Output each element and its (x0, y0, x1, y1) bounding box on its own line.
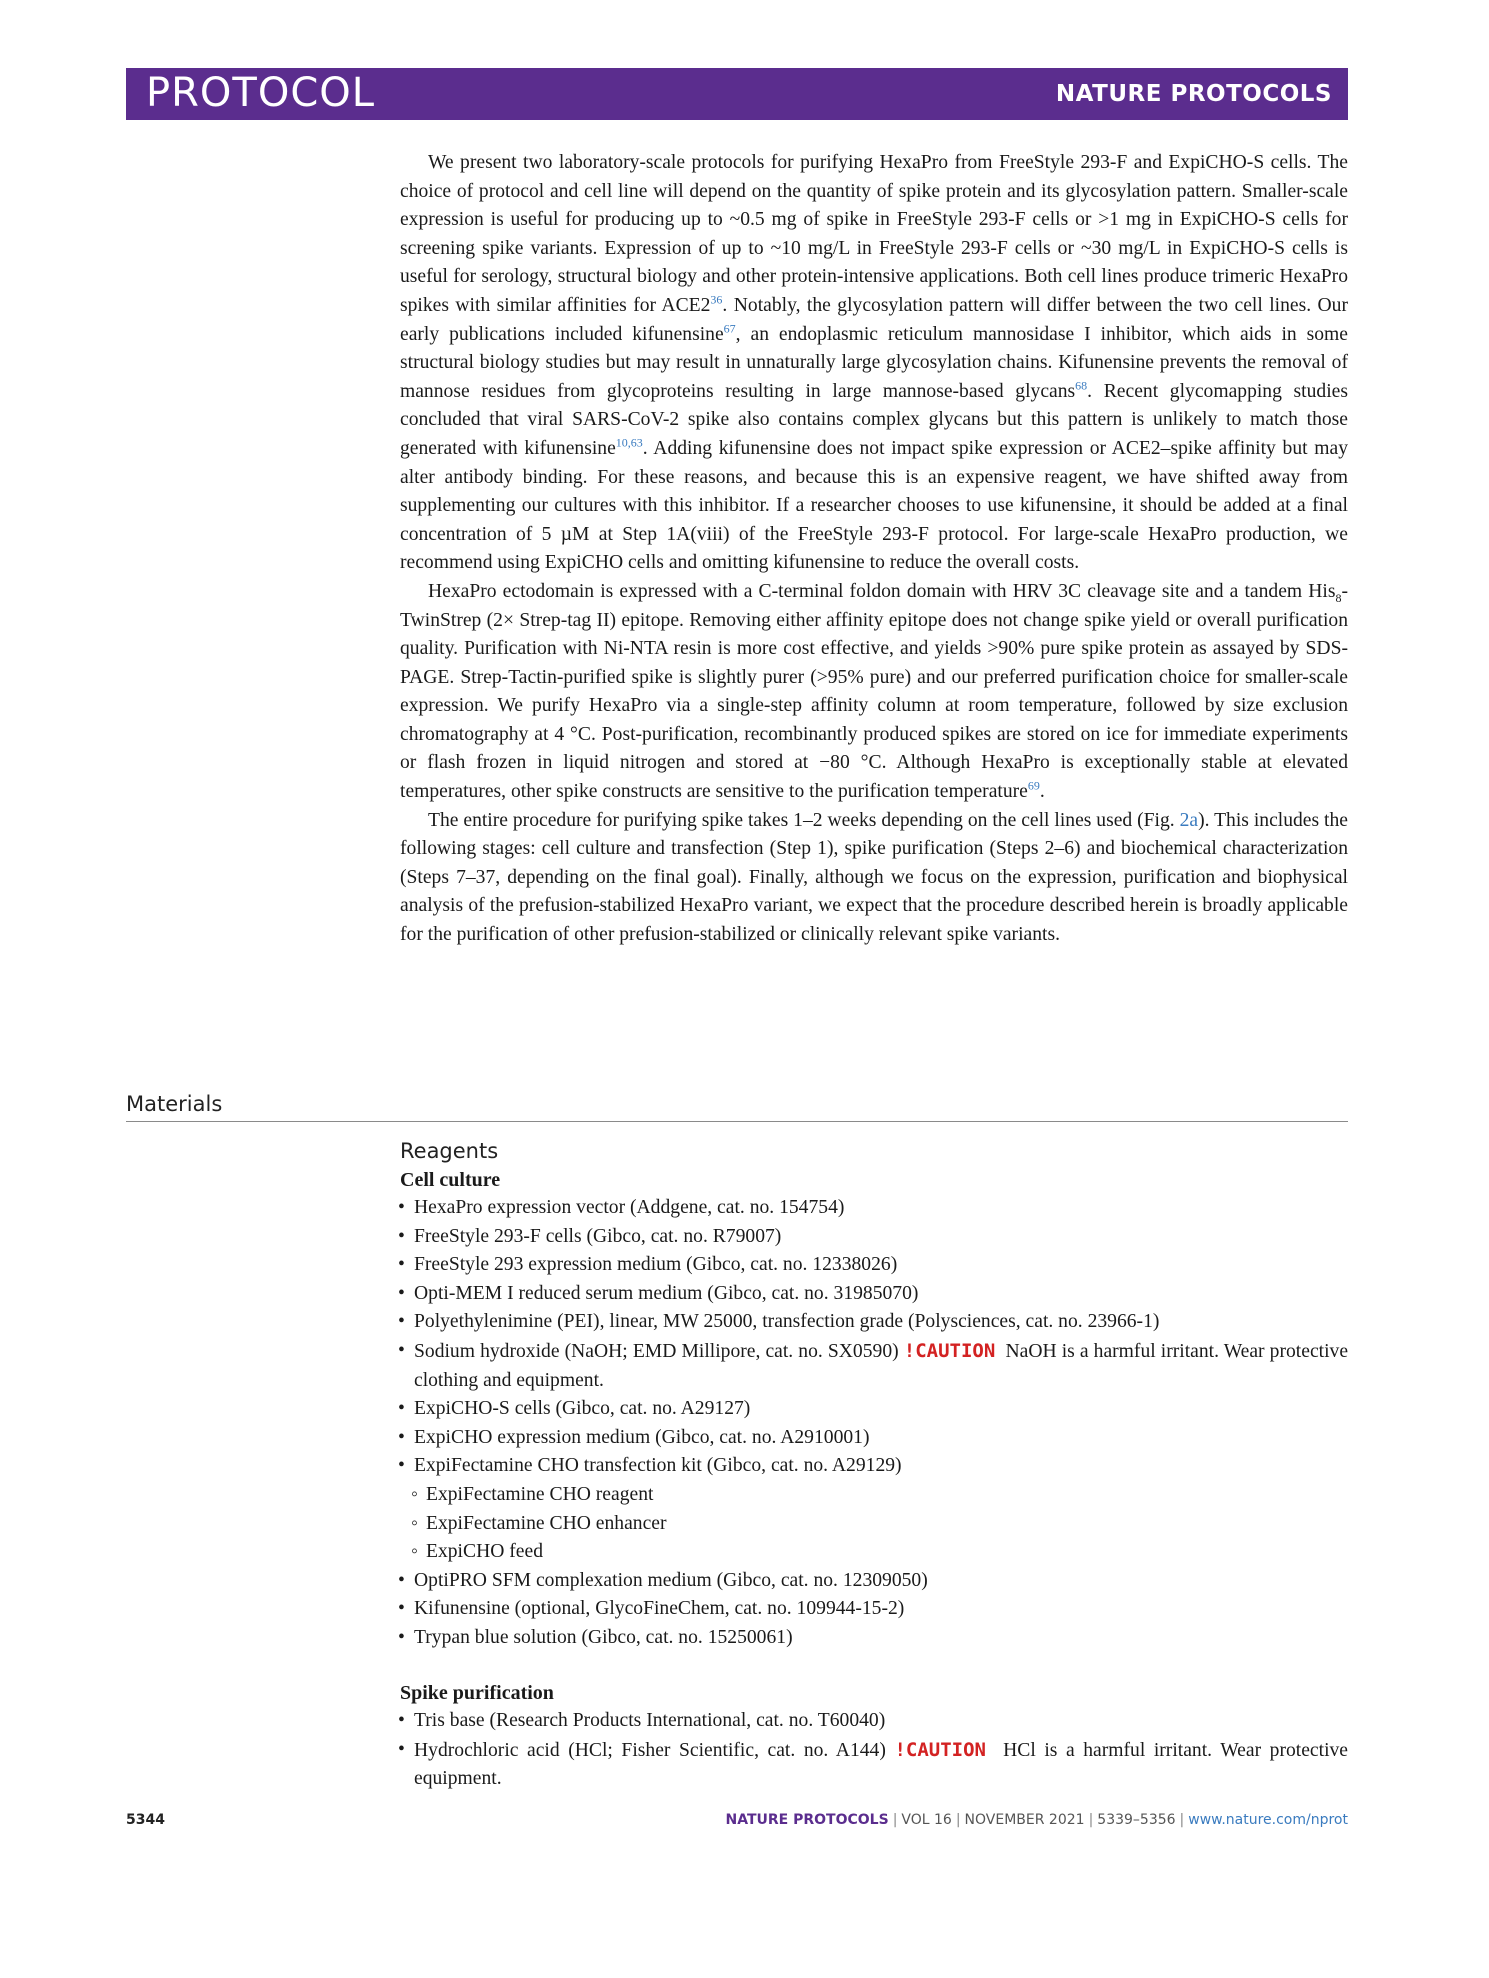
citation-link[interactable]: 68 (1075, 378, 1088, 393)
caution-label: !CAUTION (894, 1738, 986, 1761)
paragraph-1: We present two laboratory-scale protocols for purifying HexaPro from FreeStyle 293-F and ExpiCHO-S cells. The choice of protocol and cell line will depend on the quantity of spike protein and its glycosylation pattern. Smaller-scale expression is useful for producing up to ~0.5 mg of spike in FreeStyle 293-F cells or >1 mg in ExpiCHO-S cells for screening spike variants. Expression of up to ~10 mg/L in FreeStyle 293-F cells or ~30 mg/L in ExpiCHO-S cells is useful for serology, structural biology and other protein-intensive applications. Both cell lines produce trimeric HexaPro spikes with similar affinities for ACE2$^{36}$. Notably, the glycosylation pattern will differ between the two cell lines. Our early publications included kifunensine$^{67}$, an endoplasmic reticulum mannosidase I inhibitor, which aids in some structural biology studies but may result in unnaturally large glycosylation chains. Kifunensine prevents the removal of mannose residues from glycoproteins resulting in large mannose-based glycans$^{68}$. Recent glycomapping studies concluded that viral SARS-CoV-2 spike also contains complex glycans but this pattern is unlikely to match those generated with kifunensine$^{10,63}$. Adding kifunensine does not impact spike expression or ACE2–spike affinity but may alter antibody binding. For these reasons, and because this is an expensive reagent, we have shifted away from supplementing our cultures with this inhibitor. If a researcher chooses to use kifunensine, it should be added at a final concentration of 5 µM at Step 1A(viii) of the FreeStyle 293-F protocol. For large-scale HexaPro production, we recommend using ExpiCHO cells and omitting kifunensine to reduce the overall costs. (400, 152, 1349, 574)
cell-culture-title: Cell culture (400, 1169, 501, 1191)
footer-journal: NATURE PROTOCOLS (725, 1812, 889, 1828)
header-bar (126, 68, 1348, 120)
page-number: 5344 (126, 1812, 165, 1828)
list-item: • HexaPro expression vector (Addgene, cat. no. 154754) (400, 1194, 1348, 1223)
citation-link[interactable]: 36 (710, 292, 723, 307)
materials-title: Materials (126, 1092, 223, 1116)
reagents-title: Reagents (400, 1139, 499, 1163)
spike-purification-block (400, 1679, 1348, 1794)
paragraph-2: HexaPro ectodomain is expressed with a C-terminal foldon domain with HRV 3C cleavage site and a tandem His$_8$-TwinStrep (2× Strep-tag II) epitope. Removing either affinity epitope does not change spike yield or overall purification quality. Purification with Ni-NTA resin is more cost effective, and yields >90% pure spike protein as assayed by SDS-PAGE. Strep-Tactin-purified spike is slightly purer (>95% pure) and our preferred purification choice for smaller-scale expression. We purify HexaPro via a single-step affinity column at room temperature, followed by size exclusion chromatography at 4 °C. Post-purification, recombinantly produced spikes are stored on ice for immediate experiments or flash frozen in liquid nitrogen and stored at −80 °C. Although HexaPro is exceptionally stable at elevated temperatures, other spike constructs are sensitive to the purification temperature$^{69}$. (400, 580, 1348, 803)
footer-citation: NATURE PROTOCOLS | VOL 16 | NOVEMBER 2021 | 5339–5356 | www.nature.com/nprot (725, 1812, 1348, 1828)
sub-list-item: ◦ ExpiCHO feed (400, 1538, 1348, 1567)
citation-link[interactable]: 10,63 (615, 435, 643, 450)
list-item: • FreeStyle 293-F cells (Gibco, cat. no. R79007) (400, 1223, 1348, 1252)
body-text (400, 149, 1348, 950)
cell-culture-list (400, 1194, 1348, 1653)
footer-url-link[interactable]: www.nature.com/nprot (1188, 1812, 1348, 1828)
caution-label: !CAUTION (903, 1339, 996, 1362)
sub-list-item: ◦ ExpiFectamine CHO reagent (400, 1481, 1348, 1510)
paragraph-3: The entire procedure for purifying spike takes 1–2 weeks depending on the cell lines used (Fig. 2a). This includes the following stages: cell culture and transfection (Step 1), spike purification (Steps 2–6) and biochemical characterization (Steps 7–37, depending on the final goal). Finally, although we focus on the expression, purification and biophysical analysis of the prefusion-stabilized HexaPro variant, we expect that the procedure described herein is broadly applicable for the purification of other prefusion-stabilized or clinically relevant spike variants. (400, 809, 1348, 946)
figure-link[interactable]: 2a (1179, 809, 1199, 831)
citation-link[interactable]: 67 (723, 321, 736, 336)
footer-date: NOVEMBER 2021 (964, 1812, 1085, 1828)
list-item: • ExpiCHO-S cells (Gibco, cat. no. A29127) (400, 1395, 1348, 1424)
section-label: PROTOCOL (146, 70, 376, 116)
citation-link[interactable]: 69 (1027, 778, 1040, 793)
footer-pages: 5339–5356 (1097, 1812, 1176, 1828)
list-item: • ExpiFectamine CHO transfection kit (Gibco, cat. no. A29129) (400, 1452, 1348, 1481)
spike-purification-list (400, 1707, 1348, 1794)
list-item: • Tris base (Research Products International, cat. no. T60040) (400, 1707, 1348, 1736)
list-item: • Hydrochloric acid (HCl; Fisher Scientific, cat. no. A144) !CAUTION HCl is a harmful irritant. Wear protective equipment. (400, 1736, 1348, 1794)
list-item: • Trypan blue solution (Gibco, cat. no. 15250061) (400, 1624, 1348, 1653)
sub-list-item: ◦ ExpiFectamine CHO enhancer (400, 1510, 1348, 1539)
list-item: • Polyethylenimine (PEI), linear, MW 25000, transfection grade (Polysciences, cat. no. 23966-1) (400, 1308, 1348, 1337)
spike-purification-title: Spike purification (400, 1682, 554, 1704)
list-item: • FreeStyle 293 expression medium (Gibco, cat. no. 12338026) (400, 1251, 1348, 1280)
list-item: • ExpiCHO expression medium (Gibco, cat. no. A2910001) (400, 1424, 1348, 1453)
journal-name: NATURE PROTOCOLS (1055, 81, 1332, 107)
list-item: • Opti-MEM I reduced serum medium (Gibco, cat. no. 31985070) (400, 1280, 1348, 1309)
materials-section-header (126, 1089, 1348, 1122)
materials-body (400, 1136, 1348, 1653)
list-item: • Sodium hydroxide (NaOH; EMD Millipore, cat. no. SX0590) !CAUTION NaOH is a harmful irritant. Wear protective clothing and equipment. (400, 1337, 1348, 1395)
footer-volume: VOL 16 (901, 1812, 952, 1828)
list-item: • OptiPRO SFM complexation medium (Gibco, cat. no. 12309050) (400, 1567, 1348, 1596)
list-item: • Kifunensine (optional, GlycoFineChem, cat. no. 109944-15-2) (400, 1595, 1348, 1624)
